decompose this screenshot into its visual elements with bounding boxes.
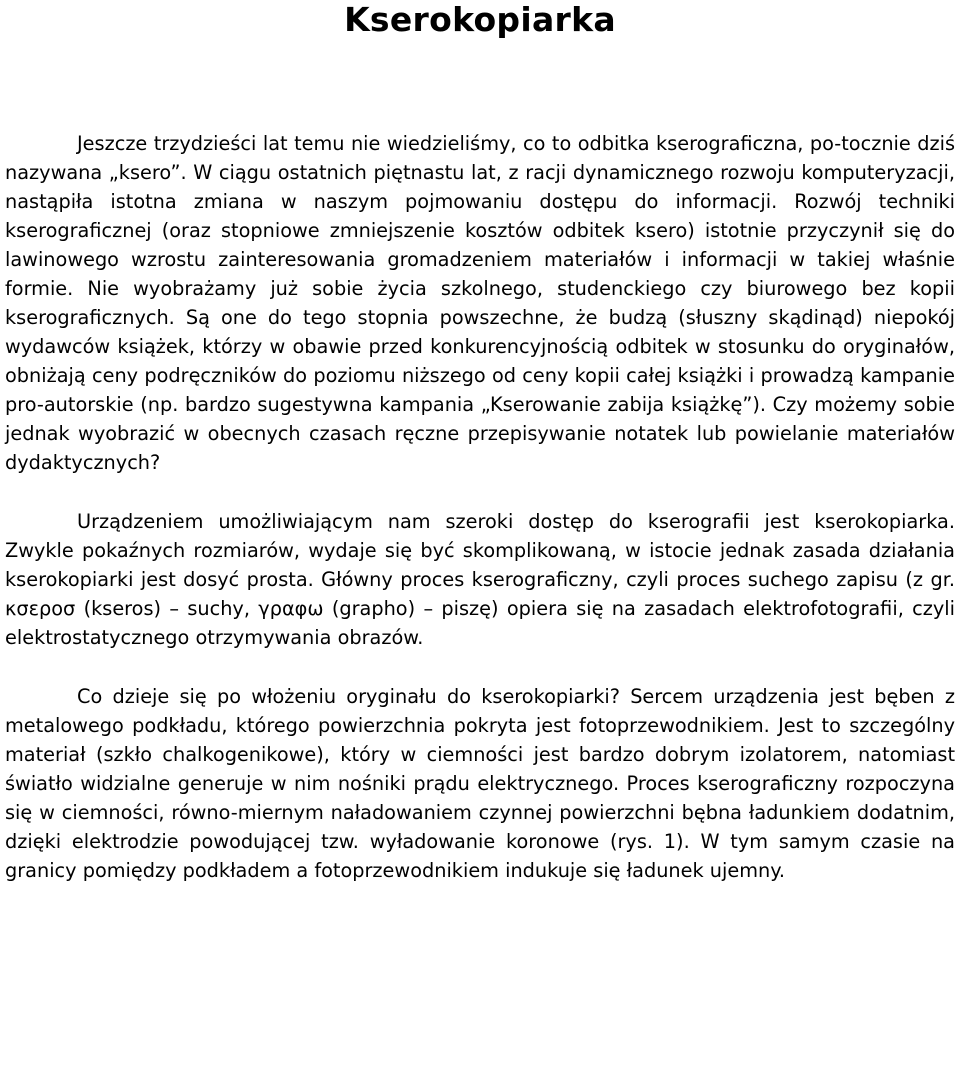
document-title: Kserokopiarka [344, 0, 616, 39]
paragraph-process: Co dzieje się po włożeniu oryginału do kserokopiarki? Sercem urządzenia jest bęben z metalowego podkładu, którego powierzchnia pokryta jest fotoprzewodnikiem. Jest to szczególny materiał (szkło chalkogenikowe), który w ciemności jest bardzo dobrym izolatorem, natomiast światło widzialne generuje w nim nośniki prądu elektrycznego. Proces kserograficzny rozpoczyna się w ciemności, równo-miernym naładowaniem czynnej powierzchni bębna ładunkiem dodatnim, dzięki elektrodzie powodującej tzw. wyładowanie koronowe (rys. 1). W tym samym czasie na granicy pomiędzy podkładem a fotoprzewodnikiem indukuje się ładunek ujemny. [5, 685, 955, 882]
document-page [5, 0, 955, 885]
paragraph-device: Urządzeniem umożliwiającym nam szeroki dostęp do kserografii jest kserokopiarka. Zwykle pokaźnych rozmiarów, wydaje się być skomplikowaną, w istocie jednak zasada działania kserokopiarki jest dosyć prosta. Główny proces kserograficzny, czyli proces suchego zapisu (z gr. κσεροσ (kseros) – suchy, γραφω (grapho) – piszę) opiera się na zasadach elektrofotografii, czyli elektrostatycznego otrzymywania obrazów. [5, 510, 955, 649]
paragraph-intro: Jeszcze trzydzieści lat temu nie wiedzieliśmy, co to odbitka kserograficzna, po-tocznie dziś nazywana „ksero”. W ciągu ostatnich piętnastu lat, z racji dynamicznego rozwoju komputeryzacji, nastąpiła istotna zmiana w naszym pojmowaniu dostępu do informacji. Rozwój techniki kserograficznej (oraz stopniowe zmniejszenie kosztów odbitek ksero) istotnie przyczynił się do lawinowego wzrostu zainteresowania gromadzeniem materiałów i informacji w takiej właśnie formie. Nie wyobrażamy już sobie życia szkolnego, studenckiego czy biurowego bez kopii kserograficznych. Są one do tego stopnia powszechne, że budzą (słuszny skądinąd) niepokój wydawców książek, którzy w obawie przed konkurencyjnością odbitek w stosunku do oryginałów, obniżają ceny podręczników do poziomu niższego od ceny kopii całej książki i prowadzą kampanie pro-autorskie (np. bardzo sugestywna kampania „Kserowanie zabija książkę”). Czy możemy sobie jednak wyobrazić w obecnych czasach ręczne przepisywanie notatek lub powielanie materiałów dydaktycznych? [5, 132, 955, 474]
